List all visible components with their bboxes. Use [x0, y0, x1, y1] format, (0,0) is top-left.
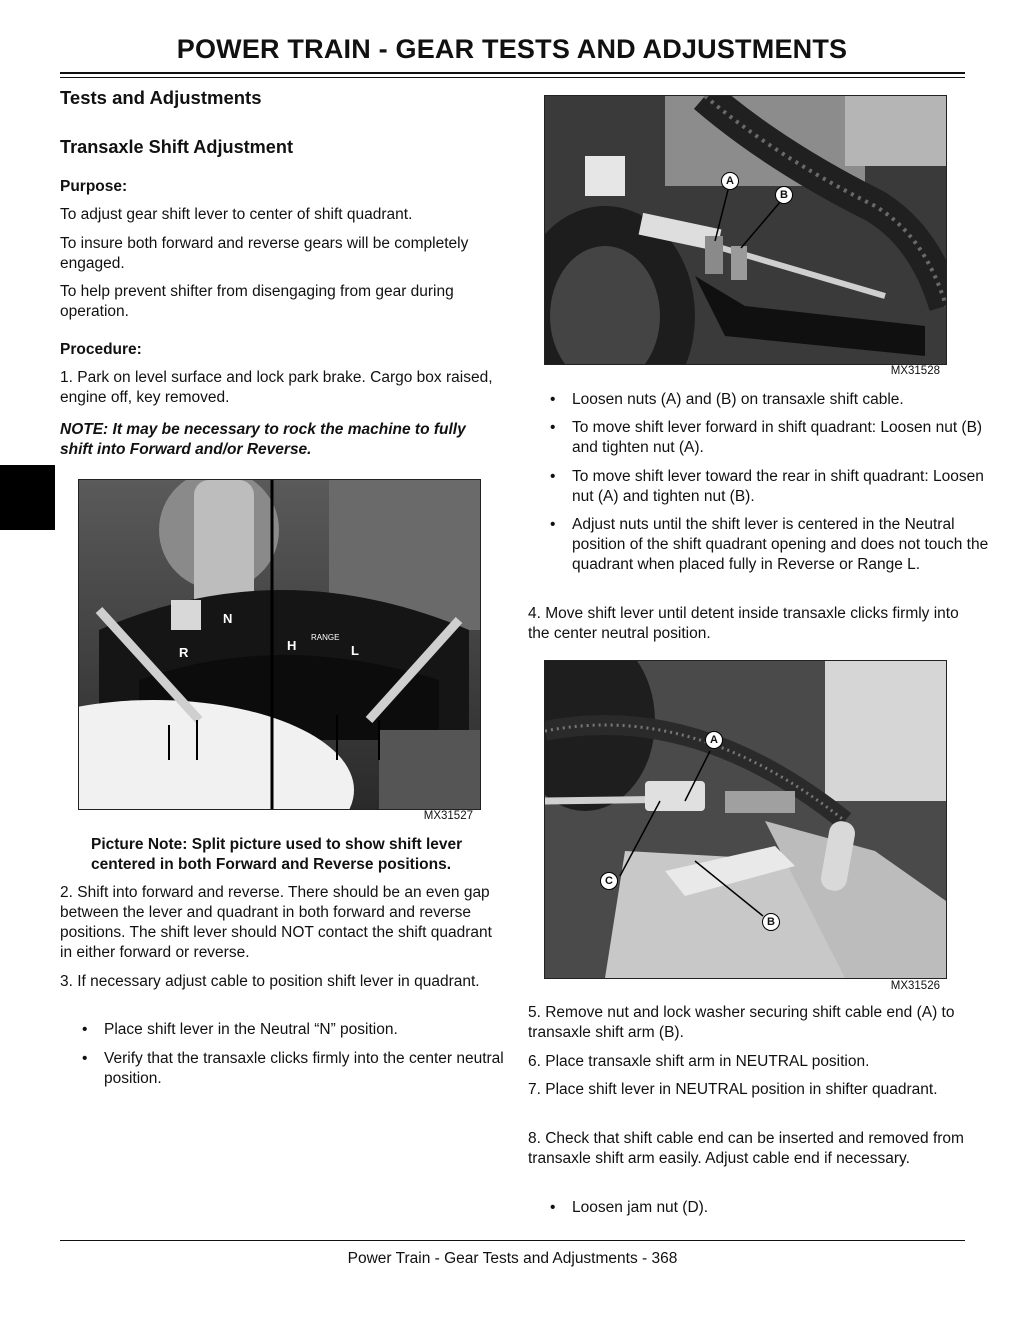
- bullet-item: [82, 1049, 522, 1089]
- procedure-step-4: 4. Move shift lever until detent inside transaxle clicks firmly into the center neutral position.: [528, 605, 959, 642]
- bullet-icon: •: [550, 391, 556, 408]
- figure-id: MX31528: [890, 365, 940, 377]
- bullet-icon: •: [550, 516, 556, 533]
- procedure-step-8: 8. Check that shift cable end can be inserted and removed from transaxle shift arm easily. Adjust cable end if necessary.: [528, 1130, 964, 1167]
- purpose-item: To insure both forward and reverse gears will be completely engaged.: [60, 235, 469, 272]
- callout-b: B: [775, 186, 793, 204]
- bullet-icon: •: [82, 1050, 88, 1067]
- picture-note: Picture Note: Split picture used to show shift lever centered in both Forward and Reverse positions.: [91, 836, 463, 873]
- bullet-text: To move shift lever toward the rear in shift quadrant: Loosen nut (A) and tighten nut (B).: [572, 468, 984, 505]
- quadrant-label-h: H: [287, 638, 297, 653]
- procedure-step-2: 2. Shift into forward and reverse. There should be an even gap between the lever and quadrant in both forward and reverse positions. The shift lever should NOT contact the shift quadrant in either forward or reverse.: [60, 884, 492, 961]
- figure-id: MX31527: [423, 810, 473, 822]
- bullet-icon: •: [550, 1199, 556, 1216]
- procedure-step-5: 5. Remove nut and lock washer securing shift cable end (A) to transaxle shift arm (B).: [528, 1004, 955, 1041]
- purpose-heading: Purpose:: [60, 178, 128, 195]
- purpose-item: To help prevent shifter from disengaging from gear during operation.: [60, 283, 454, 320]
- header-rule-thin: [60, 77, 965, 78]
- section-tab-marker: [0, 465, 55, 530]
- note: NOTE: It may be necessary to rock the machine to fully shift into Forward and/or Reverse.: [60, 421, 466, 458]
- shift-cable-photo: [544, 95, 947, 365]
- callout-b: B: [762, 913, 780, 931]
- bullet-item: [550, 390, 990, 410]
- quadrant-label-r: R: [179, 645, 189, 660]
- procedure-step-1: 1. Park on level surface and lock park brake. Cargo box raised, engine off, key removed.: [60, 369, 493, 406]
- bullet-item: [82, 1020, 522, 1040]
- bullet-text: Adjust nuts until the shift lever is centered in the Neutral position of the shift quadrant opening and does not touch the quadrant when placed fully in Reverse or Range L.: [572, 516, 989, 573]
- bullet-text: Loosen nuts (A) and (B) on transaxle shift cable.: [572, 391, 904, 408]
- bullet-item: [550, 418, 990, 458]
- bullet-icon: •: [550, 468, 556, 485]
- shift-cable-illustration: [545, 96, 946, 364]
- bullet-icon: •: [82, 1021, 88, 1038]
- transaxle-shift-arm-photo: [544, 660, 947, 979]
- footer-rule: [60, 1240, 965, 1241]
- bullet-text: Verify that the transaxle clicks firmly into the center neutral position.: [104, 1050, 504, 1087]
- callout-a: A: [705, 731, 723, 749]
- transaxle-shift-arm-illustration: [545, 661, 946, 978]
- procedure-heading: Procedure:: [60, 341, 142, 358]
- purpose-item: To adjust gear shift lever to center of shift quadrant.: [60, 206, 413, 223]
- section-title: Tests and Adjustments: [60, 87, 262, 108]
- bullet-item: [550, 467, 990, 507]
- quadrant-label-n: N: [223, 611, 233, 626]
- procedure-step-6: 6. Place transaxle shift arm in NEUTRAL position.: [528, 1053, 870, 1070]
- page-title: POWER TRAIN - GEAR TESTS AND ADJUSTMENTS: [176, 34, 848, 64]
- figure-id: MX31526: [890, 980, 940, 992]
- callout-c: C: [600, 872, 618, 890]
- bullet-text: To move shift lever forward in shift quadrant: Loosen nut (B) and tighten nut (A).: [572, 419, 983, 456]
- bullet-item: [550, 1198, 990, 1218]
- callout-a: A: [721, 172, 739, 190]
- shift-quadrant-illustration: [79, 480, 480, 809]
- bullet-icon: •: [550, 419, 556, 436]
- procedure-step-3: 3. If necessary adjust cable to position shift lever in quadrant.: [60, 973, 480, 990]
- page-footer: Power Train - Gear Tests and Adjustments - 368: [347, 1250, 678, 1267]
- bullet-item: [550, 515, 990, 575]
- bullet-text: Place shift lever in the Neutral “N” position.: [104, 1021, 398, 1038]
- procedure-step-7: 7. Place shift lever in NEUTRAL position in shifter quadrant.: [528, 1081, 938, 1098]
- shift-quadrant-photo: [78, 479, 481, 810]
- header-rule: [60, 72, 965, 74]
- subsection-title: Transaxle Shift Adjustment: [60, 137, 293, 157]
- quadrant-label-l: L: [351, 643, 359, 658]
- bullet-text: Loosen jam nut (D).: [572, 1199, 709, 1216]
- quadrant-label-range: RANGE: [311, 633, 340, 642]
